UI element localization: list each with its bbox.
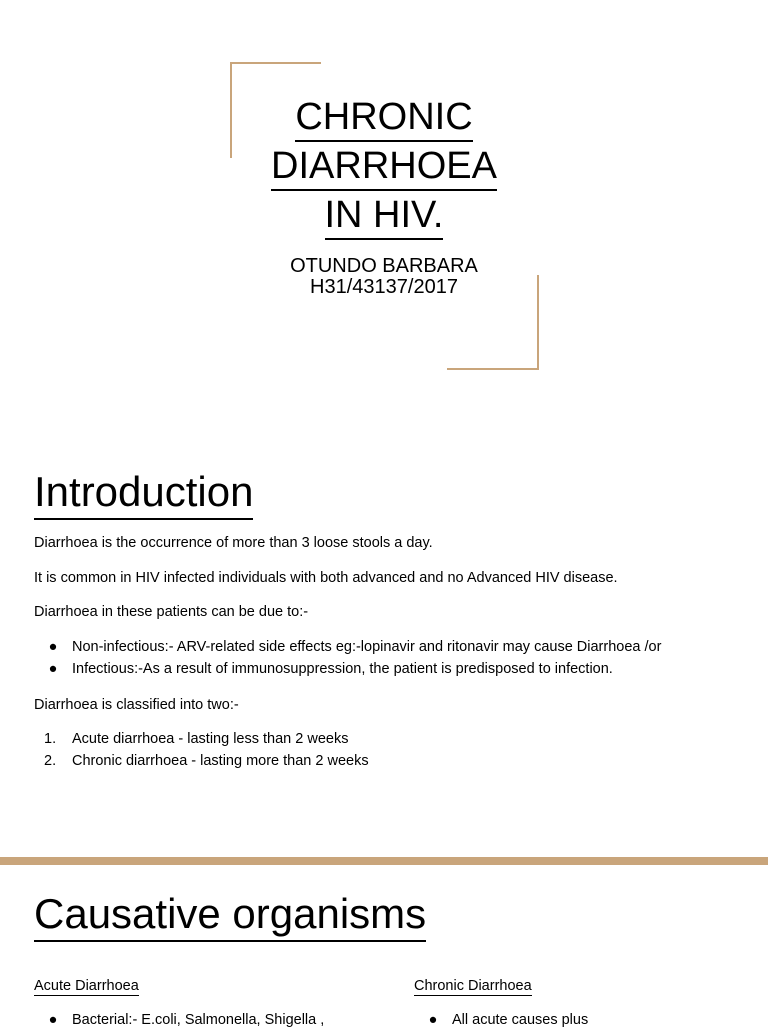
list-text: Acute diarrhoea - lasting less than 2 weeks	[72, 731, 349, 747]
intro-paragraph-2: It is common in HIV infected individuals with both advanced and no Advanced HIV disease.	[34, 570, 618, 586]
presenter-info	[234, 256, 534, 298]
chronic-causes-list	[414, 1011, 588, 1033]
acute-diarrhoea-label: Acute Diarrhoea	[34, 978, 139, 994]
bullet-icon: ●	[428, 1012, 438, 1028]
list-item	[414, 1011, 588, 1033]
list-item	[34, 660, 661, 682]
classification-numbered-list	[34, 730, 369, 774]
author-name: OTUNDO BARBARA	[290, 255, 478, 277]
bullet-icon: ●	[48, 639, 58, 655]
list-number: 1.	[44, 731, 57, 747]
registration-number: H31/43137/2017	[310, 276, 458, 298]
list-item	[34, 730, 369, 752]
acute-causes-list	[34, 1011, 324, 1033]
list-number: 2.	[44, 753, 57, 769]
intro-heading: Introduction	[34, 468, 253, 520]
organisms-heading: Causative organisms	[34, 890, 426, 942]
bullet-text: Bacterial:- E.coli, Salmonella, Shigella ,	[72, 1012, 325, 1028]
intro-paragraph-3: Diarrhoea in these patients can be due to:-	[34, 604, 309, 620]
bullet-icon: ●	[48, 661, 58, 677]
corner-accent-bottom-right-vertical	[537, 275, 539, 370]
list-text: Chronic diarrhoea - lasting more than 2 weeks	[72, 753, 369, 769]
intro-paragraph-4: Diarrhoea is classified into two:-	[34, 697, 239, 713]
title-slide	[0, 0, 768, 430]
list-item	[34, 752, 369, 774]
intro-paragraph-1: Diarrhoea is the occurrence of more than 3 loose stools a day.	[34, 535, 433, 551]
corner-accent-bottom-right	[447, 368, 539, 370]
list-item	[34, 638, 661, 660]
bullet-text: All acute causes plus	[452, 1012, 589, 1028]
chronic-diarrhoea-label: Chronic Diarrhoea	[414, 978, 532, 994]
title-line-2: DIARRHOEA	[271, 145, 497, 191]
title-line-3: IN HIV.	[325, 194, 444, 240]
corner-accent-top-left-vertical	[230, 62, 232, 158]
list-item	[34, 1011, 324, 1033]
bullet-text: Infectious:-As a result of immunosuppression, the patient is predisposed to infection.	[72, 661, 613, 677]
title-line-1: CHRONIC	[295, 96, 472, 142]
presentation-title	[234, 96, 534, 243]
cause-bullet-list	[34, 638, 661, 682]
slide-divider	[0, 857, 768, 865]
corner-accent-top-left	[230, 62, 321, 64]
bullet-icon: ●	[48, 1012, 58, 1028]
bullet-text: Non-infectious:- ARV-related side effects eg:-lopinavir and ritonavir may cause Diarrhoea /or	[72, 639, 662, 655]
